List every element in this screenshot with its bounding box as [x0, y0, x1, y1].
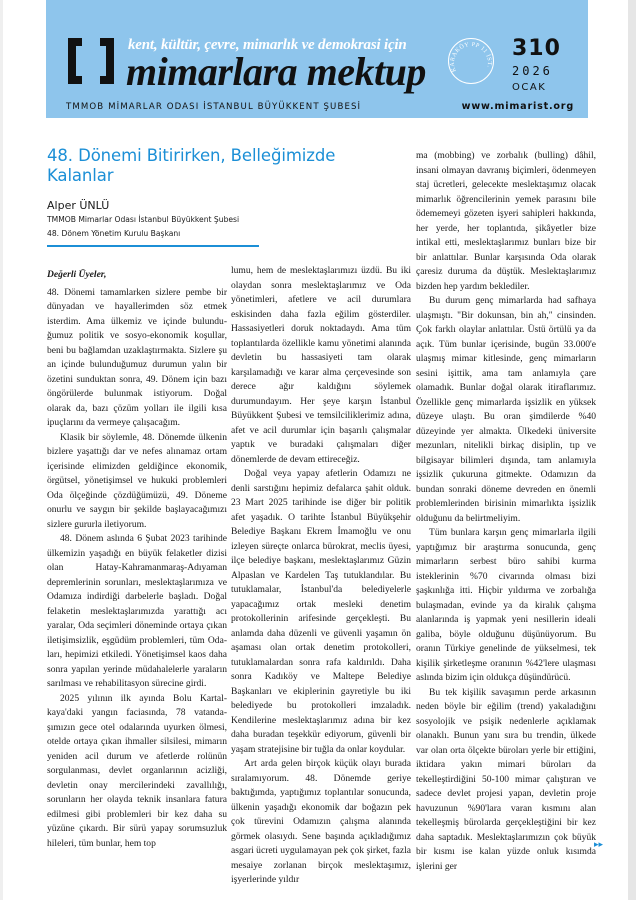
double-chevron-right-icon[interactable]: ▸▸ — [594, 840, 604, 850]
postal-stamp-icon — [448, 38, 494, 84]
article-column-1 — [47, 268, 227, 851]
masthead-tagline: kent, kültür, çevre, mimarlık ve demokrasi için — [128, 37, 407, 53]
stamp-text: KARAKÖY PP 11 İST. — [449, 41, 493, 73]
author-name: Alper ÜNLÜ — [47, 199, 110, 212]
paragraph: Klasik bir söylemle, 48. Dönemde ülkenin bizlere yaşattığı dar ve nefes alınamaz ortam içerisinde elimizden geldiğince ekonomik, örgütsel, yönetişimsel ve hukuki problemleri Oda ölçeğinde çözdüğümüzü, 49. Döneme onurlu ve saygın bir şekilde başlayacağımızı sizlere gururla iletiyorum. — [47, 431, 227, 530]
paragraph: 48. Dönem aslında 6 Şubat 2023 tarihinde ülkemizin yaşadığı en büyük felaketler dizisi olan Hatay-Kahramanmaraş-Adıyaman depremlerinin sorunları, meslektaşlarımıza ve Odamıza indirdiği darbelerle başladı. Doğal felaketin meslektaşlarımızda yarattığı acı yaralar, Oda seçimleri döneminde ortaya çıkan iletişimsizlik, eşgüdüm problemleri, tüm Odaları, hepimizi etkiledi. Yönetişimsel kaos daha sonra yapılan yerinde müdahalelerle yaraların sarılması ve rehabilitasyon sürecine girdi. — [47, 533, 227, 689]
author-role: 48. Dönem Yönetim Kurulu Başkanı — [47, 229, 181, 238]
paragraph: Bu tek kişilik savaşımın perde arkasının neden böyle bir eğilim (trend) yakaladığını sosyolojik ve psişik nedenlerle açıklamak olanaklı. Bunun yanı sıra bu trendin, ülkede var olan orta ölçekte büroları yerle bir ettiğini, iktidara yakın mimari büroları da tekelleştirdiğini 50-100 mimar çalıştıran ve sadece devlet projesi yapan, devletin proje havuzunun %90'lara varan kısmını alan tekelleşmiş bürolarda gerçekleştiğini bir kez daha saptadık. Meslektaşlarımızın çok büyük bir kısmı ise kalan yüzde onluk kısımda işlerini ger — [416, 686, 596, 872]
paragraph: Art arda gelen birçok küçük olayı burada sıralamıyorum. 48. Dönemde geriye baktığımda, yaptığımız toplantılar sonucunda, ülkenin yaşadığı ekonomik dar boğazın pek çok türevini Odamızın çalışma alanında görmek olasıydı. Sene başında açıkladığımız asgari ücreti uygulamayan pek çok şirket, fazla mesaiye zorlanan birçok meslektaşımız, işyerlerinde yıldır — [231, 758, 411, 885]
website-link[interactable]: www.mimarist.org — [461, 101, 574, 112]
paragraph: lumu, hem de meslektaşlarımızı üzdü. Bu iki olaydan sonra meslektaşlarımız ve Oda yönetimleri, afetlere ve acil durumlara eskisinden daha fazla eğilim gösterdiler. Hassasiyetleri doruk noktadaydı. Ama tüm toplantılarda özellikle kamu yönetimi alanında devletin bu hassasiyeti tam olarak karşılamadığı ve karar alma çerçevesinde son derece ağır kaldığını söylemek durumundayım. Her şeye karşın İstanbul Büyükkent Şubesi ve temsilciliklerimiz adına, afet ve acil durumlar için başarılı çalışmalar yaptık ve buradaki çalışmaları diğer dönemlerde de devam ettireceğiz. — [231, 265, 411, 465]
paragraph: ma (mobbing) ve zorbalık (bulling) dâhil, insani olmayan davranış biçimleri, ödenmeyen staj ücretleri, gelecekte meslektaşımız olacak mimarlık öğrencilerinin yemek parasını bile ödememeyi gözeten işyeri sahipleri hakkında, her yerde, her toplantıda, şikâyetler bize intikal etti, meslektaşlarımız bunları bize bir bir anlattılar. Bunlar karşısında Oda olarak çaresiz duruma da düştük. Meslektaşlarımız bizden hep yardım beklediler. — [416, 150, 596, 292]
paragraph: 48. Dönemi tamamlarken sizlere pembe bir dünyadan ve hayallerimden söz etmek isterdim. Ama ülkemiz ve içinde bulunduğumuz politik ve sosyo-ekonomik koşullar, beni bu bağlamdan uzaklaştırmakta. Sizlere şu an içinde bulunduğumuz durumun yalın bir özetini sunduktan sonra, 49. Dönem için bazı öngörülerde bulunmak istiyorum. Doğal olarak da, bazı çözüm yolları ile ilgili kısa ipuçlarını da vermeye çalışacağım. — [47, 286, 227, 428]
publication-title: mimarlara mektup — [126, 49, 426, 94]
issue-month: OCAK — [512, 82, 547, 93]
article-column-2 — [231, 264, 411, 888]
organization-name: TMMOB MİMARLAR ODASI İSTANBUL BÜYÜKKENT ŞUBESİ — [66, 102, 362, 112]
paragraph: 2025 yılının ilk ayında Bolu Kartalkaya'daki yangın faciasında, 78 vatandaşımızın gece otel odalarında uyurken ölmesi, otelde ortaya çıkan ihmaller silsilesi, mimarın yeniden acil durum ve afetlerde rolünün sorgulanması, devlet organlarının acizliği, devletin onay mercilerindeki zavallılığı, sorunların her olayda teknik insanlara fatura edilmesi gibi problemleri bir kez daha su yüzüne çıkardı. Bir sürü yapay sorumsuzluk hileleri, tüm bunlar, hem top — [47, 692, 227, 849]
page-edge-left — [0, 0, 3, 900]
page-edge-right — [628, 0, 636, 900]
article-title: 48. Dönemi Bitirirken, Belleğimizde Kalanlar — [47, 146, 336, 185]
paragraph: Bu durum genç mimarlarda had safhaya ulaşmıştı. "Bir dokunsan, bin ah," cinsinden. Çok farklı olaylar anlattılar. Üstü örtülü ya da açık. Tüm bunlar içerisinde, bugün 33.000'e ulaşmış mimar kitlesinde, genç mimarların sesini işittik, ama tam anlamıyla çare olamadık. Bunlar doğal olarak itiraflarımız. Özellikle genç mimarlarda işsizlik en yüksek düzeye ulaştı. Bu oran şimdilerde %40 düzeyinde yer almakta. Ülkedeki üniversite mezunları, nitelikli birkaç disiplin, tıp ve bilgisayar bilimleri dışında, tam anlamıyla işsizlik çukuruna gitmekte. Odamızın da bundan sonraki döneme devreden en önemli problemlerinden birisinin mimarlıkta işsizlik olduğunu da belirtmeliyim. — [416, 295, 596, 524]
paragraph: Tüm bunlara karşın genç mimarlarla ilgili yaptığımız bir araştırma sonucunda, genç mimarların serbest büro sahibi kurma isteklerinin %70 civarında olması bizi şaşkınlığa itti. Hiçbir yıldırma ve zorbalığa bulaşmadan, evinde ya da kiralık çalışma alanlarında iş yapmak yeni nesillerin ideali galiba, böyle olduğunu düşünüyorum. Bu oranın Türkiye genelinde de yükselmesi, tek kişilik şirketleşme oranının %42'lere ulaşması aslında bizim için oldukça düşündürücü. — [416, 527, 596, 683]
author-affiliation: TMMOB Mimarlar Odası İstanbul Büyükkent Şubesi — [47, 215, 240, 224]
salutation: Değerli Üyeler, — [47, 269, 107, 280]
svg-text:KARAKÖY PP 11 İST. — [450, 42, 492, 73]
issue-year: 2026 — [512, 64, 553, 78]
paragraph: Doğal veya yapay afetlerin Odamızı ne denli sarstığını hepimiz defalarca şahit olduk. 23 Mart 2025 tarihinde ise diğer bir politik afet yaşadık. O tarihte İstanbul Büyükşehir Belediye Başkanı Ekrem İmamoğlu ve onu izleyen süreçte onlarca bürokrat, meclis üyesi, ilçe belediye başkanı, meslektaşlarımız Güzin Alpaslan ve Kardelen Taş tutuklandılar. Bu tutuklamalar, İstanbul'da belediyelerle yapacağımız ortak mesleki denetim protokollerinin arifesinde gerçekleşti. Bu anlamda daha düzenli ve güvenli yaşamın ön aşaması olan ortak denetim protokolleri, tutuklamalardan sonra rafa kaldırıldı. Daha sonra Kadıköy ve Maltepe Belediye Başkanları ve ekiplerinin gayretiyle bu iki belediyede bu protokolleri imzaladık. Kendilerine meslektaşlarımız adına bir kez daha buradan teşekkür ediyorum, güvenli bir yaşam stratejisine bir tuğla da onlar koydular. — [231, 468, 411, 755]
masthead — [46, 0, 588, 118]
author-divider — [47, 245, 259, 247]
bracket-logo-icon — [68, 38, 114, 84]
issue-number: 310 — [512, 36, 561, 61]
article-column-3 — [416, 149, 596, 874]
